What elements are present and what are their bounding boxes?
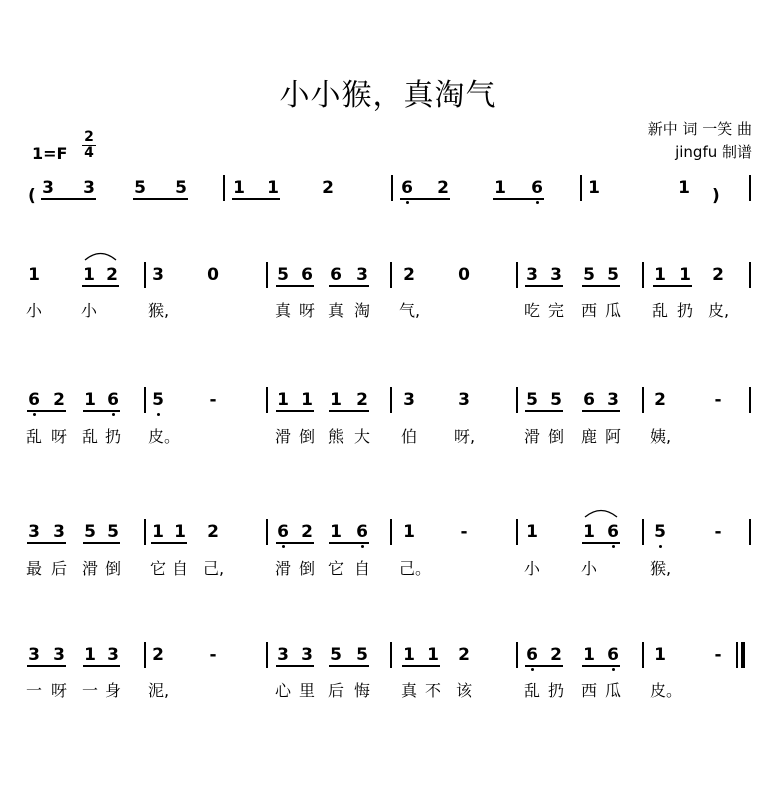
intro-note: 6 <box>401 178 413 198</box>
note: 1 <box>330 522 342 542</box>
note: 2 <box>712 265 724 285</box>
lyric-syllable: 西 <box>580 301 597 320</box>
note: 2 <box>152 645 164 665</box>
note-underline <box>276 542 314 544</box>
note: 1 <box>174 522 186 542</box>
note-underline <box>82 285 119 287</box>
note-underline <box>582 285 620 287</box>
note-underline <box>525 410 563 412</box>
note: - <box>714 390 722 410</box>
barline <box>642 262 644 288</box>
note-underline <box>582 410 620 412</box>
lyric-syllable: 倒 <box>547 427 564 446</box>
barline <box>390 642 392 668</box>
lyric-syllable: 该 <box>455 681 472 700</box>
note-underline <box>329 665 369 667</box>
note: 5 <box>654 522 666 542</box>
note: 3 <box>526 265 538 285</box>
intro-note: 1 <box>233 178 245 198</box>
lyric-syllable: 己。 <box>399 559 432 578</box>
lyric-syllable: 扔 <box>547 681 564 700</box>
note: 3 <box>277 645 289 665</box>
intro-note: 2 <box>437 178 449 198</box>
low-octave-dot <box>612 545 615 548</box>
intro-note: 5 <box>134 178 146 198</box>
note: 1 <box>427 645 439 665</box>
lyric-syllable: 真 <box>274 301 291 320</box>
lyric-syllable: 它 <box>149 559 166 578</box>
intro-note: 3 <box>42 178 54 198</box>
note: 5 <box>550 390 562 410</box>
lyric-syllable: 己, <box>203 559 225 578</box>
intro-note: 1 <box>494 178 506 198</box>
low-octave-dot <box>531 668 534 671</box>
note: 1 <box>679 265 691 285</box>
lyric-syllable: 皮, <box>708 301 730 320</box>
lyric-syllable: 倒 <box>298 427 315 446</box>
note-underline <box>151 542 187 544</box>
note-underline <box>525 665 563 667</box>
low-octave-dot <box>659 545 662 548</box>
barline <box>266 387 268 413</box>
lyric-syllable: 身 <box>104 681 121 700</box>
intro-close-paren: ) <box>712 186 720 206</box>
lyric-syllable: 不 <box>424 681 441 700</box>
lyric-syllable: 小 <box>80 301 97 320</box>
barline <box>516 262 518 288</box>
intro-low-octave-dot <box>536 201 539 204</box>
intro-barline <box>223 175 225 201</box>
note: 3 <box>403 390 415 410</box>
lyric-syllable: 扔 <box>676 301 693 320</box>
note: 1 <box>277 390 289 410</box>
barline <box>266 642 268 668</box>
note: 2 <box>550 645 562 665</box>
note: 1 <box>330 390 342 410</box>
note-underline <box>525 285 563 287</box>
note: - <box>714 522 722 542</box>
lyric-syllable: 倒 <box>298 559 315 578</box>
note: 6 <box>330 265 342 285</box>
note-underline <box>27 542 66 544</box>
note: 2 <box>301 522 313 542</box>
lyric-syllable: 大 <box>353 427 370 446</box>
lyric-syllable: 瓜 <box>604 301 621 320</box>
note: 6 <box>607 645 619 665</box>
note-underline <box>582 542 620 544</box>
note: 2 <box>106 265 118 285</box>
final-barline-thick <box>741 642 745 668</box>
lyric-syllable: 滑 <box>523 427 540 446</box>
barline <box>749 387 751 413</box>
note: 1 <box>301 390 313 410</box>
note-underline <box>27 410 66 412</box>
low-octave-dot <box>361 545 364 548</box>
note: 2 <box>53 390 65 410</box>
lyric-syllable: 心 <box>274 681 291 700</box>
barline <box>144 519 146 545</box>
note-underline <box>276 665 314 667</box>
note: 5 <box>583 265 595 285</box>
low-octave-dot <box>612 668 615 671</box>
note: 5 <box>330 645 342 665</box>
intro-note: 3 <box>83 178 95 198</box>
note: 6 <box>356 522 368 542</box>
note: 1 <box>654 645 666 665</box>
lyric-syllable: 小 <box>523 559 540 578</box>
transcriber-credit: jingfu 制谱 <box>675 143 752 161</box>
barline <box>266 519 268 545</box>
note: 1 <box>583 522 595 542</box>
note: - <box>209 645 217 665</box>
note: 3 <box>53 645 65 665</box>
intro-underline <box>493 198 544 200</box>
barline <box>516 519 518 545</box>
note-underline <box>83 542 120 544</box>
intro-note: 5 <box>175 178 187 198</box>
note: 3 <box>28 645 40 665</box>
lyric-syllable: 皮。 <box>650 681 683 700</box>
note: 1 <box>83 265 95 285</box>
lyric-syllable: 猴, <box>650 559 672 578</box>
lyric-syllable: 它 <box>327 559 344 578</box>
note: 1 <box>403 522 415 542</box>
note: 2 <box>207 522 219 542</box>
note: 1 <box>526 522 538 542</box>
note-underline <box>83 665 120 667</box>
lyric-syllable: 后 <box>327 681 344 700</box>
lyric-syllable: 呀 <box>50 681 67 700</box>
barline <box>749 262 751 288</box>
barline <box>749 519 751 545</box>
low-octave-dot <box>157 413 160 416</box>
note: 1 <box>654 265 666 285</box>
intro-note: 1 <box>678 178 690 198</box>
lyric-syllable: 完 <box>547 301 564 320</box>
lyric-syllable: 鹿 <box>580 427 597 446</box>
intro-barline <box>749 175 751 201</box>
lyric-syllable: 乱 <box>25 427 42 446</box>
intro-barline <box>580 175 582 201</box>
barline <box>642 519 644 545</box>
note: 2 <box>654 390 666 410</box>
note-underline <box>329 410 369 412</box>
lyric-syllable: 里 <box>298 681 315 700</box>
note: 6 <box>277 522 289 542</box>
lyric-syllable: 乱 <box>651 301 668 320</box>
lyric-syllable: 泥, <box>148 681 170 700</box>
note: - <box>460 522 468 542</box>
lyric-syllable: 真 <box>327 301 344 320</box>
lyric-syllable: 自 <box>171 559 188 578</box>
note: 3 <box>356 265 368 285</box>
note: 3 <box>53 522 65 542</box>
note-underline <box>329 542 369 544</box>
lyric-syllable: 真 <box>400 681 417 700</box>
note-underline <box>276 410 314 412</box>
note: 1 <box>84 645 96 665</box>
lyric-syllable: 伯 <box>400 427 417 446</box>
note: 5 <box>356 645 368 665</box>
intro-underline <box>400 198 450 200</box>
lyric-syllable: 滑 <box>81 559 98 578</box>
note: 6 <box>526 645 538 665</box>
slur-arc <box>585 508 617 518</box>
lyric-syllable: 吃 <box>523 301 540 320</box>
note-underline <box>276 285 314 287</box>
lyric-syllable: 猴, <box>148 301 170 320</box>
lyric-syllable: 气, <box>399 301 421 320</box>
intro-low-octave-dot <box>406 201 409 204</box>
slur-arc <box>85 251 116 261</box>
lyric-syllable: 呀 <box>298 301 315 320</box>
note: 3 <box>152 265 164 285</box>
page-title: 小小猴，真淘气 <box>279 78 497 113</box>
note: 5 <box>107 522 119 542</box>
note: 6 <box>583 390 595 410</box>
note: 6 <box>28 390 40 410</box>
intro-note: 1 <box>267 178 279 198</box>
note: 1 <box>583 645 595 665</box>
barline <box>642 642 644 668</box>
note: 0 <box>458 265 470 285</box>
note: 1 <box>84 390 96 410</box>
intro-underline <box>41 198 96 200</box>
lyric-syllable: 皮。 <box>148 427 181 446</box>
note: 5 <box>277 265 289 285</box>
note: 0 <box>207 265 219 285</box>
barline <box>516 642 518 668</box>
lyric-syllable: 最 <box>25 559 42 578</box>
note: - <box>714 645 722 665</box>
barline <box>144 262 146 288</box>
lyric-syllable: 一 <box>81 681 98 700</box>
barline <box>390 262 392 288</box>
lyric-syllable: 滑 <box>274 427 291 446</box>
note: 5 <box>607 265 619 285</box>
note: 3 <box>107 645 119 665</box>
barline <box>516 387 518 413</box>
note: - <box>209 390 217 410</box>
note-underline <box>27 665 66 667</box>
lyric-syllable: 倒 <box>104 559 121 578</box>
low-octave-dot <box>282 545 285 548</box>
note: 3 <box>28 522 40 542</box>
low-octave-dot <box>112 413 115 416</box>
lyric-syllable: 西 <box>580 681 597 700</box>
lyric-syllable: 小 <box>580 559 597 578</box>
lyric-syllable: 扔 <box>104 427 121 446</box>
note-underline <box>653 285 692 287</box>
lyric-syllable: 一 <box>25 681 42 700</box>
note-underline <box>582 665 620 667</box>
intro-note: 1 <box>588 178 600 198</box>
lyric-syllable: 乱 <box>523 681 540 700</box>
intro-note: 2 <box>322 178 334 198</box>
barline <box>266 262 268 288</box>
note: 2 <box>458 645 470 665</box>
low-octave-dot <box>33 413 36 416</box>
note-underline <box>402 665 440 667</box>
time-signature <box>82 130 96 161</box>
note: 6 <box>301 265 313 285</box>
note: 1 <box>403 645 415 665</box>
lyric-syllable: 淘 <box>353 301 370 320</box>
barline <box>144 642 146 668</box>
note-underline <box>329 285 369 287</box>
barline <box>144 387 146 413</box>
intro-open-paren: ( <box>28 186 36 206</box>
note: 5 <box>526 390 538 410</box>
lyric-syllable: 呀, <box>454 427 476 446</box>
intro-underline <box>232 198 280 200</box>
barline <box>390 519 392 545</box>
note: 2 <box>403 265 415 285</box>
barline <box>642 387 644 413</box>
lyric-syllable: 瓜 <box>604 681 621 700</box>
note: 2 <box>356 390 368 410</box>
note: 6 <box>607 522 619 542</box>
lyric-syllable: 悔 <box>353 681 370 700</box>
lyric-syllable: 后 <box>50 559 67 578</box>
intro-note: 6 <box>531 178 543 198</box>
lyric-syllable: 自 <box>353 559 370 578</box>
intro-underline <box>133 198 188 200</box>
note-underline <box>83 410 120 412</box>
lyric-syllable: 熊 <box>327 427 344 446</box>
note: 1 <box>152 522 164 542</box>
note: 3 <box>550 265 562 285</box>
note: 6 <box>107 390 119 410</box>
lyric-syllable: 乱 <box>81 427 98 446</box>
note: 5 <box>84 522 96 542</box>
key-signature: 1=F <box>32 144 68 163</box>
intro-barline <box>391 175 393 201</box>
barline <box>390 387 392 413</box>
note: 1 <box>28 265 40 285</box>
note: 5 <box>152 390 164 410</box>
lyricist-composer-credit: 新中 词 一笑 曲 <box>647 120 752 138</box>
final-barline-thin <box>736 642 738 668</box>
time-signature-top: 2 <box>84 129 94 145</box>
note: 3 <box>607 390 619 410</box>
lyric-syllable: 阿 <box>604 427 621 446</box>
lyric-syllable: 滑 <box>274 559 291 578</box>
lyric-syllable: 姨, <box>650 427 672 446</box>
note: 3 <box>301 645 313 665</box>
time-signature-bottom: 4 <box>82 145 96 161</box>
lyric-syllable: 呀 <box>50 427 67 446</box>
lyric-syllable: 小 <box>25 301 42 320</box>
note: 3 <box>458 390 470 410</box>
